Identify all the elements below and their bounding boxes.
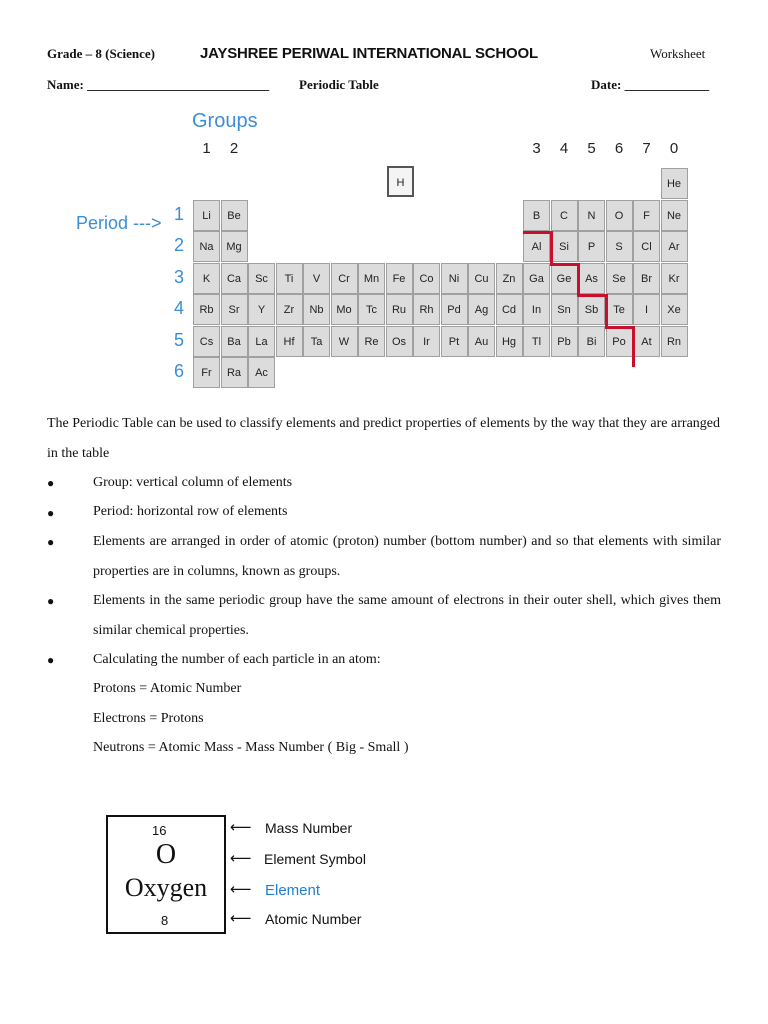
element-cell (413, 263, 440, 294)
worksheet-label: Worksheet (650, 46, 706, 61)
element-symbol-text: Ne (666, 209, 682, 222)
element-symbol-text: At (641, 335, 652, 348)
element-cell (221, 357, 248, 388)
element-cell (193, 357, 220, 388)
element-cell (358, 294, 385, 325)
element-symbol-text: F (643, 209, 650, 222)
element-symbol-text: Cl (641, 241, 652, 253)
element-symbol-text: Ag (474, 304, 489, 316)
element-name: Oxygen (124, 873, 208, 902)
element-symbol-text: Ru (391, 304, 407, 316)
period-label: Period ---> (76, 213, 162, 233)
label-element-symbol: Element Symbol (264, 851, 366, 867)
bullet-group: Group: vertical column of elements (93, 475, 293, 490)
group-number: 3 (532, 140, 541, 157)
arrow-left-icon: ⟵ (230, 818, 252, 836)
label-element: Element (265, 882, 321, 899)
element-cell (221, 263, 248, 294)
element-symbol-text: In (531, 304, 542, 316)
element-cell (523, 326, 550, 357)
element-cell (386, 294, 413, 325)
element-cell (633, 200, 660, 231)
periodic-table-figure (76, 108, 700, 398)
subject-title: Periodic Table (299, 77, 379, 92)
element-symbol-text: Fr (201, 367, 212, 379)
element-cell (523, 294, 550, 325)
element-cell (221, 200, 248, 231)
arrow-left-icon: ⟵ (230, 849, 252, 867)
element-cell (633, 294, 660, 325)
element-symbol-text: Rb (199, 304, 214, 316)
element-symbol-text: Y (257, 304, 266, 316)
element-symbol-text: Te (613, 304, 625, 316)
element-symbol-text: Se (612, 272, 626, 285)
element-symbol-text: Al (531, 241, 542, 253)
element-cell (248, 294, 275, 325)
element-symbol-text: Re (364, 335, 379, 348)
element-symbol-text: B (532, 209, 541, 222)
group-number: 0 (669, 140, 679, 157)
element-symbol-text: Rn (666, 335, 682, 348)
element-symbol-text: Sn (557, 304, 571, 316)
oxygen-element-box (106, 815, 226, 934)
element-symbol-text: Sc (255, 272, 268, 285)
element-symbol-text: Tl (531, 335, 542, 348)
bullet-marker: ● (47, 653, 55, 667)
element-cell (578, 200, 605, 231)
element-symbol-text: Ra (226, 367, 242, 379)
element-cell (606, 326, 633, 357)
bullet-outer-shell: Elements in the same periodic group have the same amount of electrons in their outer shell, which gives them similar chemical properties. (93, 593, 721, 638)
element-cell (661, 263, 688, 294)
element-symbol-text: Cd (501, 304, 517, 316)
element-cell (496, 294, 523, 325)
element-cell (303, 294, 330, 325)
element-symbol-text: Sr (228, 304, 240, 316)
stair-segment (605, 326, 633, 329)
element-symbol-text: Au (474, 335, 489, 348)
element-cell (193, 231, 220, 262)
element-cell (578, 294, 605, 325)
element-cell (606, 263, 633, 294)
arrow-left-icon: ⟵ (230, 909, 252, 927)
element-cell (331, 294, 358, 325)
period-number: 1 (173, 203, 184, 224)
bullet-marker: ● (47, 535, 55, 549)
element-symbol-text: Xe (667, 304, 681, 316)
bullet-marker: ● (47, 476, 55, 490)
element-cell (358, 326, 385, 357)
element-symbol-text: Kr (668, 272, 680, 285)
arrow-left-icon: ⟵ (230, 880, 252, 898)
element-symbol-text: Na (199, 241, 214, 253)
stair-segment (577, 294, 605, 297)
element-cell (661, 231, 688, 262)
element-symbol-text: Ac (255, 367, 268, 379)
element-symbol-text: Li (202, 209, 211, 222)
group-number: 2 (229, 140, 239, 157)
period-number: 4 (173, 298, 184, 318)
element-symbol-text: S (615, 241, 623, 253)
element-symbol-text: Mo (336, 304, 352, 316)
element-symbol-text: Pb (557, 335, 571, 348)
element-symbol-text: Ga (529, 272, 544, 285)
element-symbol-text: Co (419, 272, 434, 285)
element-cell (661, 326, 688, 357)
element-symbol-text: As (585, 272, 598, 285)
element-cell (441, 263, 468, 294)
element-cell (221, 326, 248, 357)
element-symbol-text: Fe (392, 272, 406, 285)
group-number: 4 (559, 140, 569, 157)
element-symbol-text: Tc (366, 304, 377, 316)
element-symbol-text: Pd (447, 304, 461, 316)
period-number: 5 (173, 329, 184, 350)
element-symbol-text: C (560, 209, 568, 222)
element-cell (331, 263, 358, 294)
element-cell (496, 263, 523, 294)
school-name: JAYSHREE PERIWAL INTERNATIONAL SCHOOL (200, 45, 538, 62)
element-cell (276, 326, 303, 357)
formula-protons: Protons = Atomic Number (93, 681, 242, 696)
element-cell (551, 263, 578, 294)
bullet-atomic-order: Elements are arranged in order of atomic (proton) number (bottom number) and so that elements with similar properties are in columns, known as groups. (93, 534, 721, 579)
stair-segment (605, 294, 608, 326)
element-symbol-text: K (202, 272, 211, 285)
group-number: 7 (642, 140, 651, 157)
element-cell (276, 263, 303, 294)
element-symbol-text: Ba (227, 335, 241, 348)
element-symbol-text: Pt (448, 335, 460, 348)
bullet-period: Period: horizontal row of elements (93, 504, 288, 519)
element-cell (221, 231, 248, 262)
element-symbol-text: O (614, 209, 624, 222)
bullet-marker: ● (47, 506, 55, 520)
element-symbol-text: Zr (283, 304, 295, 316)
element-cell (358, 263, 385, 294)
element-cell (661, 200, 688, 231)
bullet-marker: ● (47, 594, 55, 608)
element-symbol-text: Ar (668, 241, 680, 253)
element-cell (496, 326, 523, 357)
element-cell (633, 326, 660, 357)
element-cell (386, 263, 413, 294)
element-symbol-text: He (666, 178, 682, 190)
element-symbol-text: Ca (226, 272, 242, 285)
element-symbol-text: Ti (284, 272, 294, 285)
formula-neutrons: Neutrons = Atomic Mass - Mass Number ( Big - Small ) (93, 740, 409, 755)
element-symbol-text: Br (641, 272, 652, 285)
element-symbol-text: Po (612, 335, 626, 348)
bullet-calculating: Calculating the number of each particle in an atom: (93, 652, 381, 667)
element-symbol-text: Ir (423, 335, 430, 348)
element-cell (441, 294, 468, 325)
element-cell (551, 200, 578, 231)
atomic-number: 8 (161, 913, 169, 928)
group-number: 1 (202, 140, 211, 157)
stair-segment (523, 231, 551, 234)
group-number: 5 (587, 140, 596, 157)
element-cell (193, 326, 220, 357)
element-symbol-text: Cr (338, 272, 350, 285)
element-symbol-text: Mg (226, 241, 242, 253)
element-cell (578, 231, 605, 262)
element-cell (303, 263, 330, 294)
name-field: Name: ____________________________ (47, 77, 270, 92)
element-symbol-text: W (338, 335, 350, 348)
element-cell (523, 200, 550, 231)
label-atomic-number: Atomic Number (265, 911, 362, 927)
element-cell (193, 294, 220, 325)
element-symbol: O (155, 839, 177, 870)
element-symbol-text: Cs (199, 335, 214, 348)
element-cell (606, 294, 633, 325)
element-symbol-text: Sb (584, 304, 599, 316)
element-symbol-text: Cu (474, 272, 489, 285)
groups-title: Groups (192, 110, 258, 132)
element-cell (413, 294, 440, 325)
element-cell (661, 294, 688, 325)
element-cell (578, 326, 605, 357)
element-cell (468, 294, 495, 325)
element-symbol-text: Si (559, 241, 569, 253)
element-cell (248, 326, 275, 357)
stair-segment (577, 263, 580, 295)
element-cell (303, 326, 330, 357)
stair-segment (550, 263, 578, 266)
element-cell (386, 326, 413, 357)
formula-electrons: Electrons = Protons (93, 711, 204, 726)
element-symbol-text: Hg (501, 335, 517, 348)
element-cell (523, 231, 550, 262)
element-cell (523, 263, 550, 294)
element-symbol-text: Zn (502, 272, 516, 285)
mass-number: 16 (152, 823, 167, 838)
element-symbol-text: I (644, 304, 649, 316)
element-symbol-text: N (587, 209, 596, 222)
hydrogen-symbol: H (396, 177, 405, 189)
hydrogen-cell (387, 166, 414, 197)
element-cell (606, 231, 633, 262)
date-field: Date: _____________ (591, 77, 710, 92)
period-number: 6 (173, 361, 184, 381)
element-symbol-text: Mn (363, 272, 380, 285)
stair-segment (550, 231, 553, 263)
element-cell (221, 294, 248, 325)
element-cell (551, 294, 578, 325)
element-symbol-text: Bi (586, 335, 597, 348)
element-symbol-text: Hf (283, 335, 295, 348)
element-symbol-text: P (587, 241, 596, 253)
period-number: 3 (173, 266, 184, 287)
element-cell (193, 200, 220, 231)
stair-segment (632, 326, 635, 368)
element-cell (606, 200, 633, 231)
element-cell (551, 231, 578, 262)
element-cell (633, 263, 660, 294)
element-symbol-text: Ta (310, 335, 323, 348)
element-symbol-text: Be (227, 209, 241, 222)
element-cell (413, 326, 440, 357)
element-cell (633, 231, 660, 262)
element-cell (661, 168, 688, 199)
intro-paragraph: The Periodic Table can be used to classify elements and predict properties of elements by the way that they are arranged in the table (47, 416, 720, 461)
element-symbol-text: V (312, 272, 321, 285)
element-cell (276, 294, 303, 325)
element-cell (193, 263, 220, 294)
element-symbol-text: La (255, 335, 268, 348)
element-symbol-text: Ni (448, 272, 460, 285)
element-cell (331, 326, 358, 357)
element-symbol-text: Nb (309, 304, 324, 316)
element-cell (468, 263, 495, 294)
group-number: 6 (614, 140, 624, 157)
element-symbol-text: Ge (556, 272, 572, 285)
label-mass-number: Mass Number (265, 820, 353, 836)
element-symbol-text: Rh (419, 304, 434, 316)
element-cell (248, 263, 275, 294)
element-cell (551, 326, 578, 357)
element-cell (248, 357, 275, 388)
element-cell (468, 326, 495, 357)
element-symbol-text: Os (391, 335, 407, 348)
period-number: 2 (173, 235, 184, 255)
element-cell (441, 326, 468, 357)
grade-label: Grade – 8 (Science) (47, 46, 155, 61)
element-cell (578, 263, 605, 294)
